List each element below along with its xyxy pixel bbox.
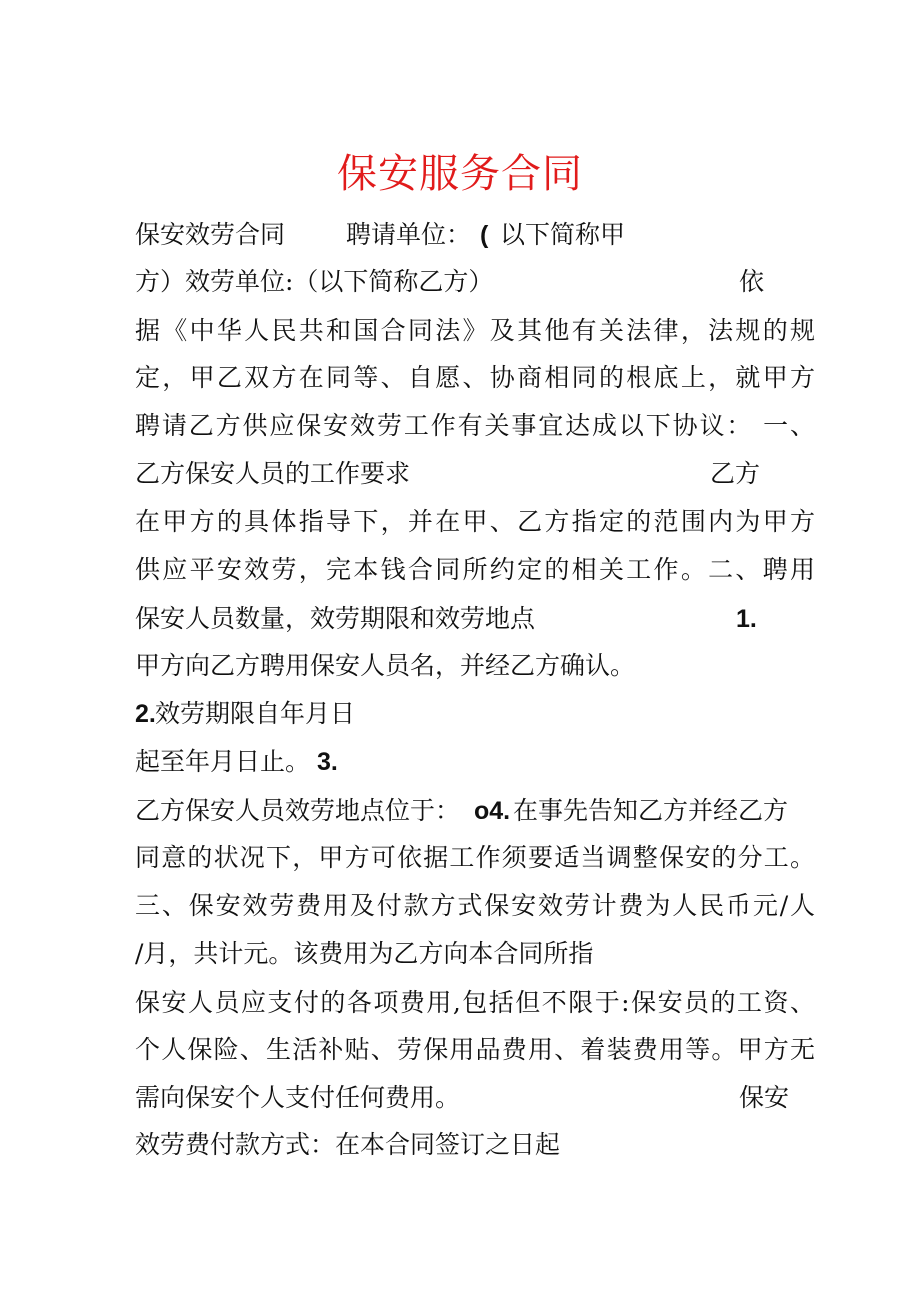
text-line: 聘请乙方供应保安效劳工作有关事宜达成以下协议： 一、: [135, 411, 815, 440]
text-line: [135, 452, 815, 496]
text-line: 三、保安效劳费用及付款方式保安效劳计费为人民币元/人: [135, 891, 815, 920]
text-segment: 效劳费付款方式：在本合同签订之日起: [135, 1130, 561, 1159]
document-title: 保安服务合同: [337, 151, 583, 197]
text-line: 据《中华人民共和国合同法》及其他有关法律，法规的规: [135, 316, 815, 345]
text-segment: 依: [739, 267, 765, 296]
text-line: [135, 597, 815, 641]
text-segment: 在事先告知乙方并经乙方: [513, 796, 789, 825]
text-segment: 保安人员数量，效劳期限和效劳地点: [135, 604, 536, 633]
text-segment: (: [480, 221, 489, 249]
text-segment: 乙方保安人员的工作要求: [135, 459, 411, 488]
text-segment: 聘请单位：: [346, 220, 472, 249]
text-line: 供应平安效劳，完本钱合同所约定的相关工作。二、聘用: [135, 555, 815, 584]
text-line: 在甲方的具体指导下，并在甲、乙方指定的范围内为甲方: [135, 507, 815, 536]
text-segment: 效劳期限自年月日: [155, 699, 356, 728]
text-segment: 保安: [739, 1083, 790, 1112]
text-segment: 2.: [135, 700, 156, 728]
text-line: [135, 260, 815, 304]
text-segment: 保安效劳合同: [135, 220, 286, 249]
text-line: 同意的状况下，甲方可依据工作须要适当调整保安的分工。: [135, 843, 815, 872]
text-line: [135, 1076, 815, 1120]
text-segment: o4.: [474, 797, 511, 825]
text-line: [135, 932, 815, 976]
text-line: [135, 740, 815, 784]
text-line: 个人保险、生活补贴、劳保用品费用、着装费用等。甲方无: [135, 1035, 815, 1064]
text-segment: 甲方向乙方聘用保安人员名，并经乙方确认。: [135, 651, 636, 680]
text-segment: 以下简称甲: [500, 220, 626, 249]
text-segment: 1.: [736, 605, 757, 633]
text-line: [135, 692, 815, 736]
text-segment: 需向保安个人支付任何费用。: [135, 1083, 461, 1112]
text-segment: /月，共计元。该费用为乙方向本合同所指: [135, 939, 594, 968]
text-segment: 3.: [317, 748, 338, 776]
text-line: 保安人员应支付的各项费用,包括但不限于:保安员的工资、: [135, 988, 815, 1017]
text-line: [135, 213, 815, 257]
text-line: 定，甲乙双方在同等、自愿、协商相同的根底上，就甲方: [135, 363, 815, 392]
text-segment: 起至年月日止。: [135, 747, 311, 776]
text-segment: 乙方保安人员效劳地点位于：: [135, 796, 461, 825]
text-line: [135, 644, 815, 688]
text-line: [135, 1123, 815, 1167]
text-segment: 乙方: [710, 459, 761, 488]
text-segment: 方）效劳单位:（以下简称乙方）: [135, 267, 494, 296]
text-line: [135, 789, 815, 833]
